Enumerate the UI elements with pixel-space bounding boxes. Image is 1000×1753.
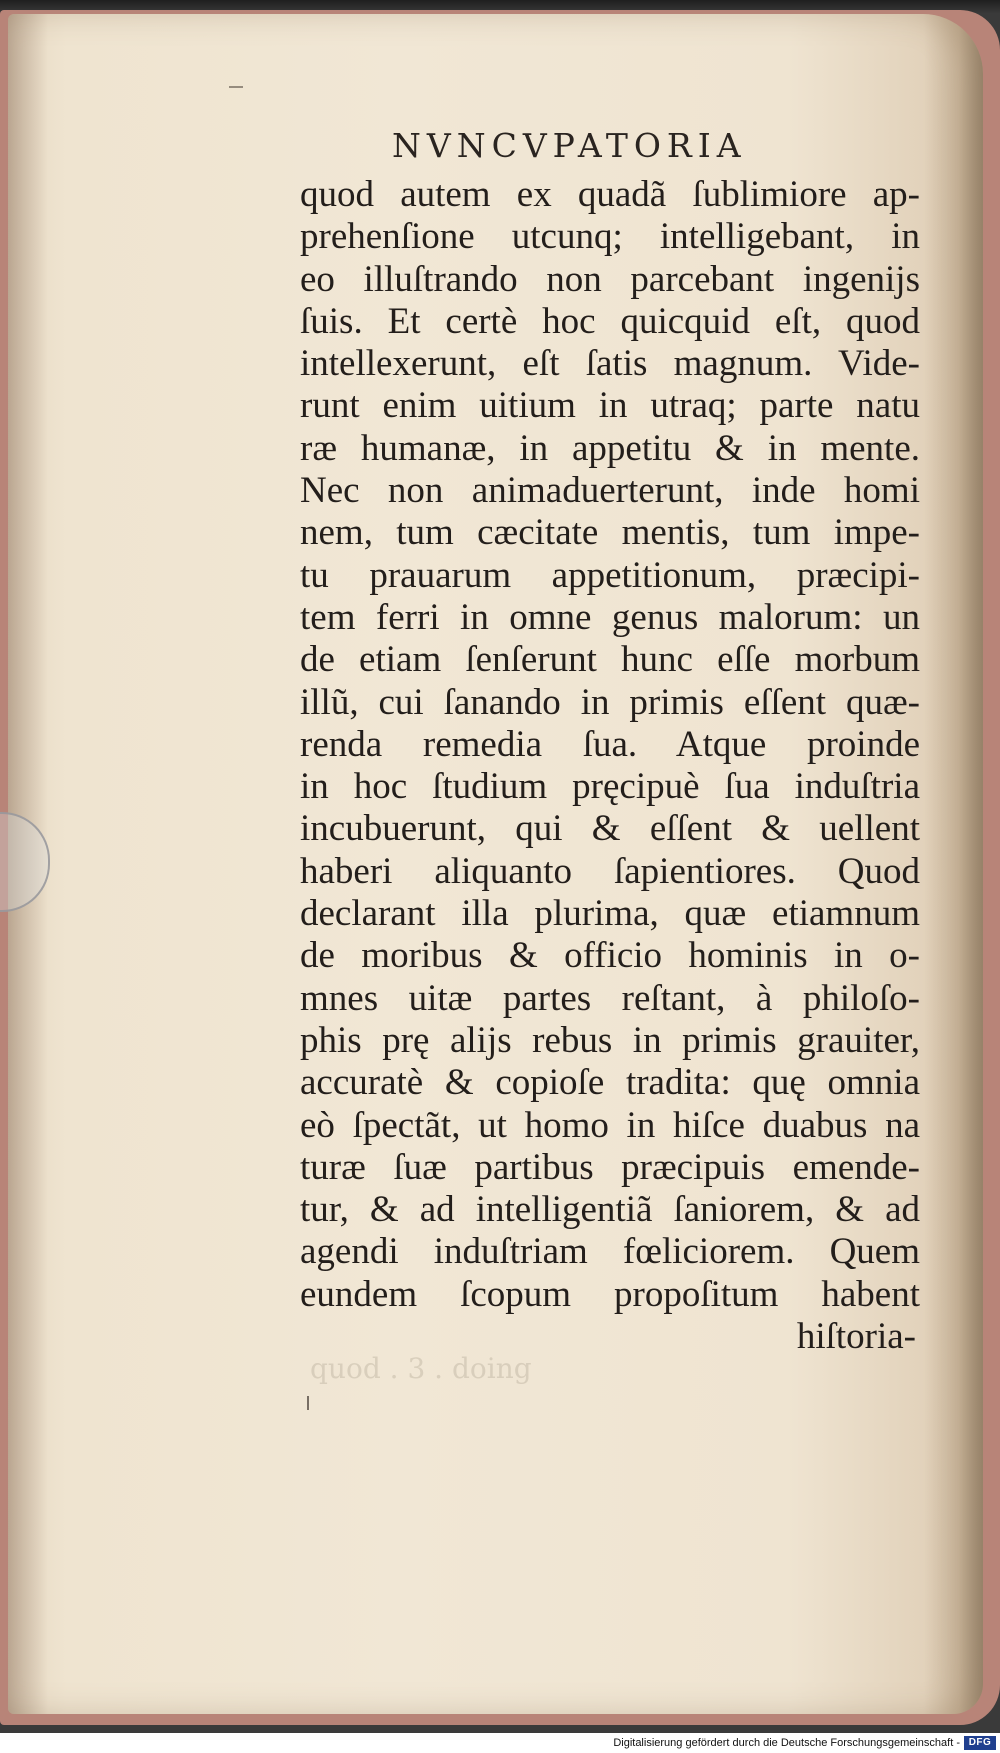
text-line: intellexerunt, eſt ſatis magnum. Vide- [300,343,920,385]
text-line: ſuis. Et certè hoc quicquid eſt, quod [300,300,920,342]
text-line: accuratè & copioſe tradita: quę omnia [300,1062,920,1104]
text-line: tu prauarum appetitionum, præcipi- [300,554,920,596]
text-line: ræ humanæ, in appetitu & in mente. [300,427,920,469]
text-line: nem, tum cæcitate mentis, tum impe- [300,512,920,554]
text-line: phis prę alijs rebus in primis grauiter, [300,1019,920,1061]
text-line: agendi induſtriam fœliciorem. Quem [300,1231,920,1273]
text-line: quod autem ex quadã ſublimiore ap- [300,174,920,215]
text-line: renda remedia ſua. Atque proinde [300,723,920,765]
dust-mark [229,86,243,88]
text-line: declarant illa plurima, quæ etiamnum [300,893,920,935]
text-line: illũ, cui ſanando in primis eſſent quæ- [300,681,920,723]
text-line: in hoc ſtudium pręcipuè ſua induſtria [300,766,920,808]
text-line: mnes uitæ partes reſtant, à philoſo- [300,977,920,1019]
text-line: de moribus & officio hominis in o- [300,935,920,977]
text-line: tem ferri in omne genus malorum: un [300,596,920,638]
text-line: haberi aliquanto ſapientiores. Quod [300,850,920,892]
dfg-logo: DFG [964,1736,996,1750]
text-line: eò ſpectãt, ut homo in hiſce duabus na [300,1104,920,1146]
text-line: incubuerunt, qui & eſſent & uellent [300,808,920,850]
text-line: Nec non animaduerterunt, inde homi [300,470,920,512]
text-block [300,174,920,1414]
footer-credit: Digitalisierung gefördert durch die Deutsche Forschungsgemeinschaft - [613,1737,960,1749]
page-curl-shadow [923,14,983,1714]
running-head: NVNCVPATORIA [392,126,747,165]
show-through-text: quod . 3 . doing [310,1352,532,1385]
catchword: hiſtoria- [796,1316,916,1358]
text-line: tur, & ad intelligentiã ſaniorem, & ad [300,1189,920,1231]
text-line: de etiam ſenſerunt hunc eſſe morbum [300,639,920,681]
text-line: runt enim uitium in utraq; parte natu [300,385,920,427]
text-line: eundem ſcopum propoſitum habent [300,1273,920,1315]
text-line: turæ ſuæ partibus præcipuis emende- [300,1146,920,1188]
text-line: eo illuſtrando non parcebant ingenijs [300,258,920,300]
text-line: prehenſione utcunq; intelligebant, in [300,216,920,258]
